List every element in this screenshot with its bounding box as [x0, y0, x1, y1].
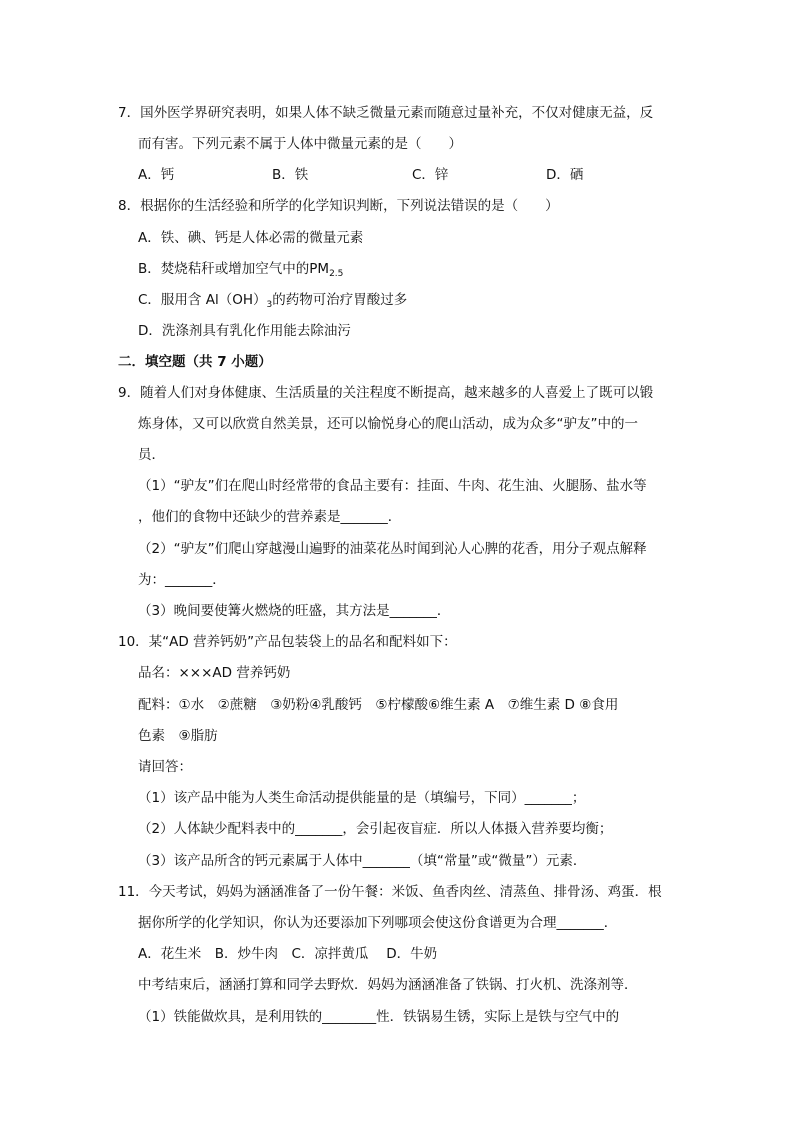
q11-line1: 11．今天考试，妈妈为涵涵准备了一份午餐：米饭、鱼香肉丝、清蒸鱼、排骨汤、鸡蛋．根 [118, 884, 662, 900]
q9-line2: 炼身体，又可以欣赏自然美景，还可以愉悦身心的爬山活动，成为众多“驴友”中的一 [138, 416, 638, 432]
q8-option-c[interactable] [138, 291, 407, 309]
q11-sub1: （1）铁能做炊具，是利用铁的________性．铁锅易生锈，实际上是铁与空气中的 [138, 1009, 620, 1025]
q7-option-d[interactable]: D．硒 [546, 167, 584, 183]
q10-sub2: （2）人体缺少配料表中的_______，会引起夜盲症．所以人体摄入营养要均衡； [138, 821, 613, 837]
q10-stem: 10．某“AD 营养钙奶”产品包装袋上的品名和配料如下： [118, 634, 457, 650]
q9-sub2-line1: （2）“驴友”们爬山穿越漫山遍野的油菜花丛时闻到沁人心脾的花香，用分子观点解释 [138, 541, 647, 557]
q8-option-d[interactable]: D．洗涤剂具有乳化作用能去除油污 [138, 323, 351, 339]
q8-option-b-subscript: 2.5 [329, 269, 344, 279]
q8-option-c-text-post: 的药物可治疗胃酸过多 [272, 292, 408, 308]
q7-option-c[interactable]: C．锌 [412, 167, 449, 183]
q8-stem: 8．根据你的生活经验和所学的化学知识判断，下列说法错误的是（ ） [118, 198, 559, 214]
q11-line2: 据你所学的化学知识，你认为还要添加下列哪项会使这份食谱更为合理_______． [138, 915, 618, 931]
q9-sub2-line2: 为：_______． [138, 572, 226, 588]
q8-option-b[interactable] [138, 260, 343, 278]
section-title: 二．填空题（共 7 小题） [118, 354, 272, 370]
q7-option-b[interactable]: B．铁 [272, 167, 309, 183]
q10-ingredients-line1: 配料：①水 ②蔗糖 ③奶粉④乳酸钙 ⑤柠檬酸⑥维生素 A ⑦维生素 D ⑧食用 [138, 697, 619, 713]
q7-line1: 7．国外医学界研究表明，如果人体不缺乏微量元素而随意过量补充，不仅对健康无益，反 [118, 105, 654, 121]
q9-sub1-line1: （1）“驴友”们在爬山时经常带的食品主要有：挂面、牛肉、花生油、火腿肠、盐水等 [138, 478, 647, 494]
q8-option-c-text-pre: C．服用含 Al（OH） [138, 292, 267, 308]
q10-sub1: （1）该产品中能为人类生命活动提供能量的是（填编号，下同）_______； [138, 790, 586, 806]
q10-prompt: 请回答： [138, 759, 192, 775]
q9-line1: 9．随着人们对身体健康、生活质量的关注程度不断提高，越来越多的人喜爱上了既可以锻 [118, 385, 654, 401]
q10-ingredients-line2: 色素 ⑨脂肪 [138, 728, 218, 744]
q9-sub1-line2: ，他们的食物中还缺少的营养素是_______． [138, 509, 402, 525]
q7-option-a[interactable]: A．钙 [138, 167, 175, 183]
q11-context: 中考结束后，涵涵打算和同学去野炊．妈妈为涵涵准备了铁锅、打火机、洗涤剂等． [138, 977, 638, 993]
q8-option-b-text: B．焚烧秸秆或增加空气中的PM [138, 261, 330, 277]
q7-line2: 而有害。下列元素不属于人体中微量元素的是（ ） [138, 136, 462, 152]
q10-product: 品名：×××AD 营养钙奶 [138, 665, 291, 681]
q10-sub3: （3）该产品所含的钙元素属于人体中_______（填“常量”或“微量”）元素． [138, 853, 587, 869]
q8-option-c-subscript: 3 [266, 300, 273, 310]
q8-option-a[interactable]: A．铁、碘、钙是人体必需的微量元素 [138, 230, 364, 246]
q9-sub3: （3）晚间要使篝火燃烧的旺盛，其方法是_______． [138, 603, 451, 619]
q11-options[interactable]: A．花生米 B．炒牛肉 C．凉拌黄瓜 D．牛奶 [138, 946, 438, 962]
q9-line3: 员． [138, 447, 165, 463]
